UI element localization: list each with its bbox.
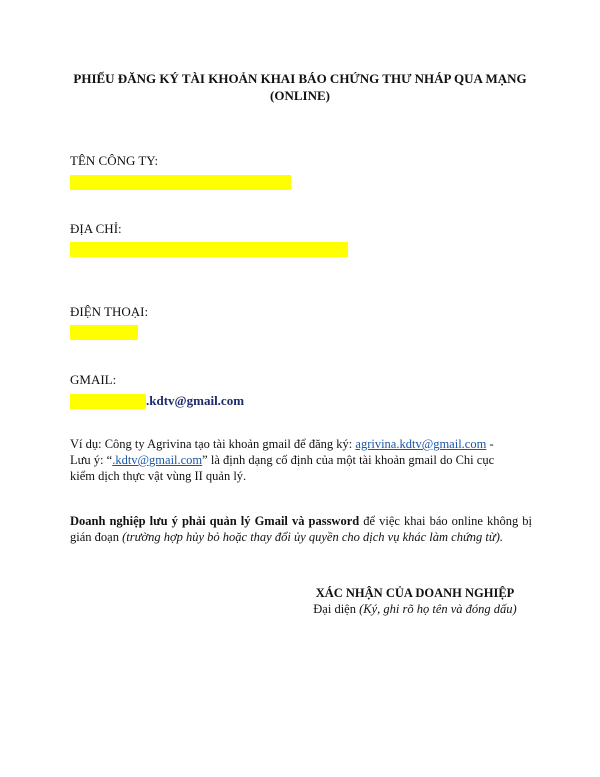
note-email-link[interactable]: .kdtv@gmail.com: [112, 453, 203, 467]
company-name-highlight: [70, 175, 291, 190]
title-line-2: (ONLINE): [270, 88, 330, 103]
notice-paragraph: [70, 513, 532, 545]
signature-block: [290, 585, 540, 617]
signature-heading: XÁC NHẬN CỦA DOANH NGHIỆP: [315, 586, 515, 600]
company-name-label: TÊN CÔNG TY:: [70, 153, 159, 168]
example-dash: -: [486, 437, 494, 451]
notice-normal: để việc khai báo online không bị gián đoạn: [70, 514, 532, 544]
title-line-1: PHIẾU ĐĂNG KÝ TÀI KHOẢN KHAI BÁO CHỨNG THƯ NHÁP QUA MẠNG: [73, 71, 527, 86]
gmail-suffix: .kdtv@gmail.com: [146, 393, 245, 408]
example-line-2: [70, 452, 532, 468]
address-label: ĐỊA CHỈ:: [70, 221, 122, 236]
gmail-value: [70, 393, 244, 409]
representative-instruction: (Ký, ghi rõ họ tên và đóng dấu): [359, 602, 517, 616]
address-highlight: [70, 242, 348, 257]
signature-representative: [290, 601, 540, 617]
example-email-link[interactable]: agrivina.kdtv@gmail.com: [355, 437, 487, 451]
notice-italic: (trường hợp hủy bỏ hoặc thay đổi ủy quyền cho dịch vụ khác làm chứng từ).: [122, 530, 504, 544]
example-paragraph: [70, 436, 532, 484]
gmail-highlight: [70, 394, 146, 409]
representative-label: Đại diện: [313, 602, 360, 616]
gmail-label: GMAIL:: [70, 372, 117, 387]
note-prefix: Lưu ý: “: [70, 453, 113, 467]
phone-label: ĐIỆN THOẠI:: [70, 304, 149, 319]
note-rest: ” là định dạng cố định của một tài khoản gmail do Chi cục: [202, 453, 495, 467]
phone-highlight: [70, 325, 138, 340]
example-line-1-text: Ví dụ: Công ty Agrivina tạo tài khoản gmail để đăng ký:: [70, 437, 356, 451]
notice-bold: Doanh nghiệp lưu ý phải quản lý Gmail và password: [70, 514, 360, 528]
document-title: [60, 70, 540, 104]
example-line-3: kiểm dịch thực vật vùng II quản lý.: [70, 469, 247, 483]
example-line-1: [70, 436, 532, 452]
